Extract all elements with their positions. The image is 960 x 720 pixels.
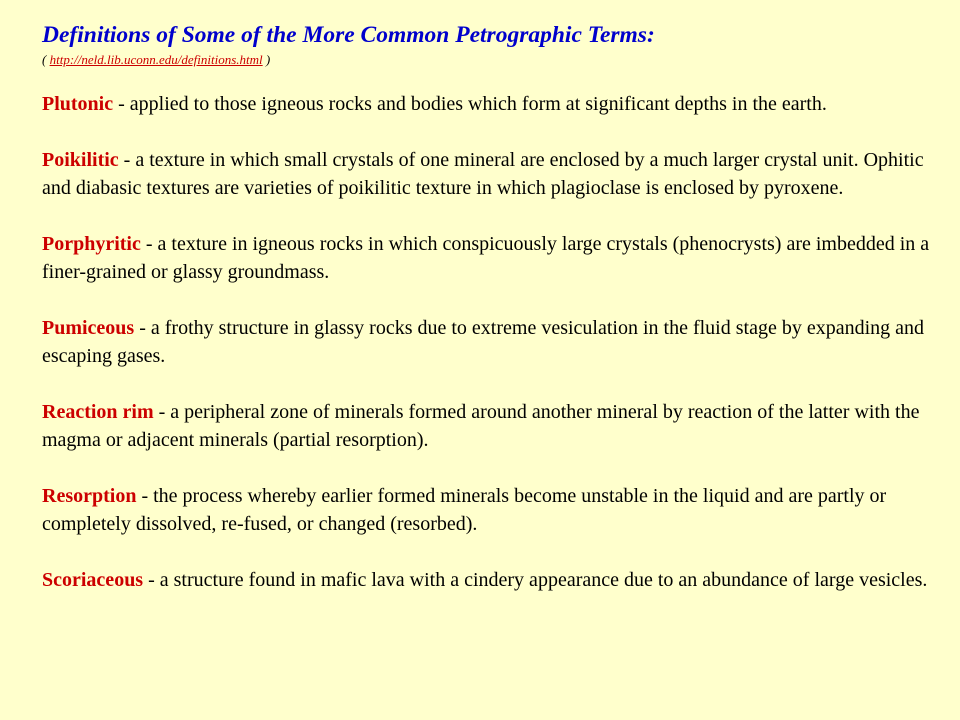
- term-name: Plutonic: [42, 93, 114, 115]
- definitions-list: [42, 90, 932, 594]
- slide-content: [42, 20, 932, 622]
- source-open-paren: (: [42, 52, 50, 67]
- term-name: Reaction rim: [42, 401, 154, 423]
- term-definition: - the process whereby earlier formed minerals become unstable in the liquid and are partly or completely dissolved, re-fused, or changed (resorbed).: [42, 485, 887, 535]
- term-name: Poikilitic: [42, 149, 119, 171]
- source-link[interactable]: http://neld.lib.uconn.edu/definitions.html: [49, 52, 263, 67]
- term-definition: - a texture in which small crystals of one mineral are enclosed by a much larger crystal unit. Ophitic and diabasic textures are varieties of poikilitic texture in which plagioclase is enclosed by pyroxene.: [42, 149, 924, 199]
- page-title: Definitions of Some of the More Common Petrographic Terms:: [42, 22, 655, 48]
- definition-plutonic: [42, 90, 932, 118]
- definition-porphyritic: [42, 230, 932, 286]
- definition-scoriaceous: [42, 566, 932, 594]
- term-name: Porphyritic: [42, 233, 141, 255]
- term-definition: - a texture in igneous rocks in which conspicuously large crystals (phenocrysts) are imbedded in a finer-grained or glassy groundmass.: [42, 233, 930, 283]
- term-definition: - applied to those igneous rocks and bodies which form at significant depths in the earth.: [113, 93, 827, 115]
- term-definition: - a structure found in mafic lava with a cindery appearance due to an abundance of large vesicles.: [143, 569, 928, 591]
- term-name: Resorption: [42, 485, 137, 507]
- definition-reaction-rim: [42, 398, 932, 454]
- definition-resorption: [42, 482, 932, 538]
- term-name: Pumiceous: [42, 317, 135, 339]
- source-citation: [42, 52, 932, 68]
- term-definition: - a frothy structure in glassy rocks due to extreme vesiculation in the fluid stage by expanding and escaping gases.: [42, 317, 925, 367]
- term-definition: - a peripheral zone of minerals formed around another mineral by reaction of the latter with the magma or adjacent minerals (partial resorption).: [42, 401, 920, 451]
- definition-poikilitic: [42, 146, 932, 202]
- source-close-paren: ): [262, 52, 271, 67]
- definition-pumiceous: [42, 314, 932, 370]
- term-name: Scoriaceous: [42, 569, 144, 591]
